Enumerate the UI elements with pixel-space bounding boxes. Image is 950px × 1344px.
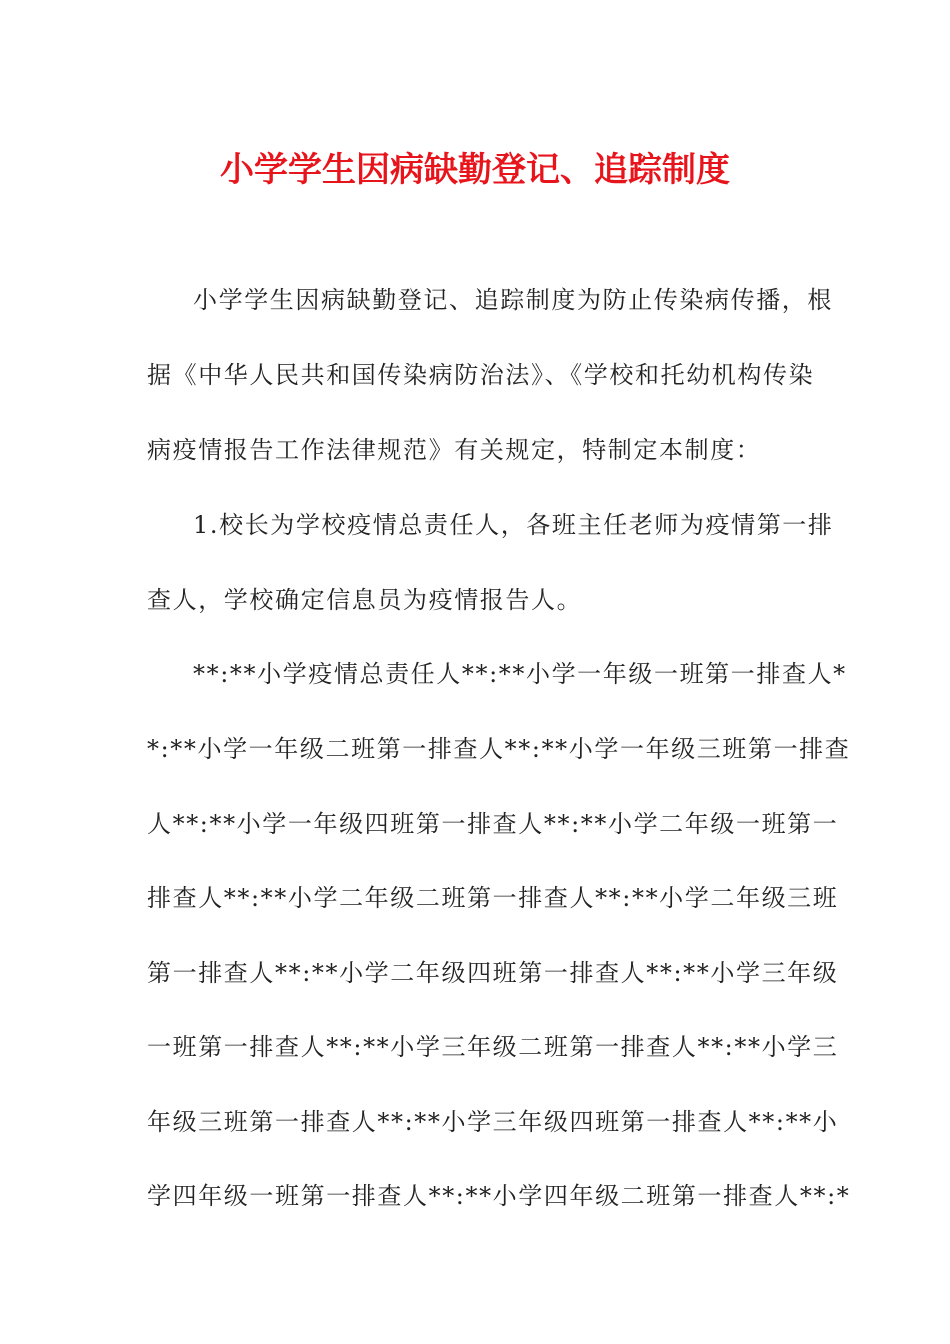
paragraph-line: 人**:**小学一年级四班第一排查人**:**小学二年级一班第一 [147, 810, 839, 838]
paragraph-line: 一班第一排查人**:**小学三年级二班第一排查人**:**小学三 [147, 1033, 839, 1061]
paragraph-line: *:**小学一年级二班第一排查人**:**小学一年级三班第一排查 [147, 735, 851, 763]
paragraph-line: 病疫情报告工作法律规范》有关规定，特制定本制度： [147, 436, 762, 464]
paragraph-line: 第一排查人**:**小学二年级四班第一排查人**:**小学三年级 [147, 959, 839, 987]
paragraph-line: 1.校长为学校疫情总责任人，各班主任老师为疫情第一排 [193, 511, 834, 539]
paragraph-line: 小学学生因病缺勤登记、追踪制度为防止传染病传播，根 [193, 286, 833, 314]
paragraph-line: 年级三班第一排查人**:**小学三年级四班第一排查人**:**小 [147, 1108, 839, 1136]
document-title: 小学学生因病缺勤登记、追踪制度 [220, 150, 730, 190]
paragraph-line: **:**小学疫情总责任人**:**小学一年级一班第一排查人* [193, 660, 847, 688]
paragraph-line: 排查人**:**小学二年级二班第一排查人**:**小学二年级三班 [147, 884, 839, 912]
paragraph-line: 学四年级一班第一排查人**:**小学四年级二班第一排查人**:* [147, 1182, 851, 1210]
paragraph-line: 据《中华人民共和国传染病防治法》、《学校和托幼机构传染 [147, 361, 815, 389]
paragraph-line: 查人，学校确定信息员为疫情报告人。 [147, 586, 583, 614]
